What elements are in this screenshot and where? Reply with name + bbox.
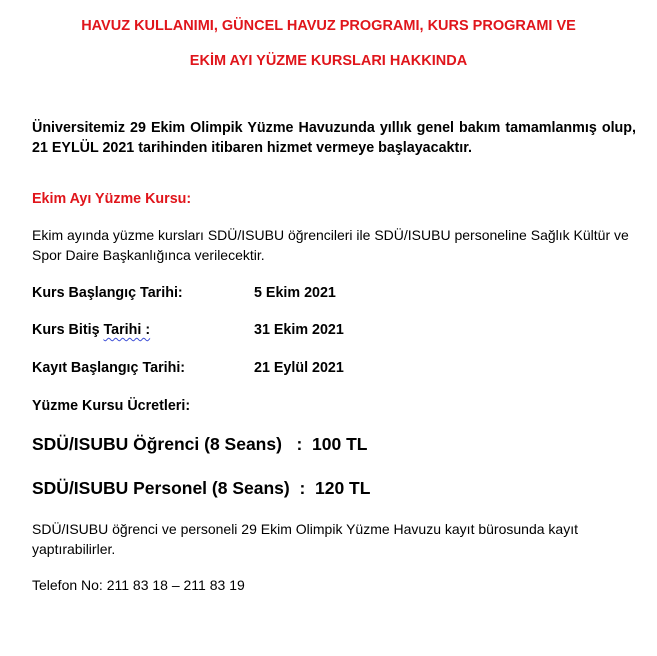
date-value: 5 Ekim 2021 bbox=[254, 285, 336, 301]
date-value: 21 Eylül 2021 bbox=[254, 360, 344, 376]
fees-heading bbox=[32, 398, 632, 418]
phone-number: Telefon No: 211 83 18 – 211 83 19 bbox=[32, 577, 245, 593]
date-label bbox=[32, 322, 150, 338]
date-label: Kurs Başlangıç Tarihi: bbox=[32, 285, 183, 301]
date-label: Kayıt Başlangıç Tarihi: bbox=[32, 360, 186, 376]
course-heading: Ekim Ayı Yüzme Kursu: bbox=[32, 191, 192, 207]
intro-paragraph: Üniversitemiz 29 Ekim Olimpik Yüzme Havuzunda yıllık genel bakım tamamlanmış olup, 21 EYLÜL 2021 tarihinden itibaren hizmet vermeye başlayacaktır. bbox=[32, 120, 636, 156]
date-row-registration-start bbox=[32, 360, 632, 380]
fees-heading-label: Yüzme Kursu Ücretleri: bbox=[32, 398, 191, 414]
registration-note: SDÜ/ISUBU öğrenci ve personeli 29 Ekim Olimpik Yüzme Havuzu kayıt bürosunda kayıt yaptırabilirler. bbox=[32, 521, 578, 557]
date-label-part: Kurs Bitiş bbox=[32, 322, 104, 338]
document-title-line-2: EKİM AYI YÜZME KURSLARI HAKKINDA bbox=[189, 53, 468, 69]
date-row-course-end bbox=[32, 322, 632, 342]
course-description: Ekim ayında yüzme kursları SDÜ/ISUBU öğrencileri ile SDÜ/ISUBU personeline Sağlık Kültür ve Spor Daire Başkanlığınca verilecektir. bbox=[32, 227, 629, 263]
date-value: 31 Ekim 2021 bbox=[254, 322, 344, 338]
fee-student: SDÜ/ISUBU Öğrenci (8 Seans) : 100 TL bbox=[32, 434, 368, 454]
fee-staff: SDÜ/ISUBU Personel (8 Seans) : 120 TL bbox=[32, 478, 371, 498]
spellcheck-flagged-text: Tarihi : bbox=[103, 322, 151, 338]
date-row-course-start bbox=[32, 285, 632, 305]
document-title-line-1: HAVUZ KULLANIMI, GÜNCEL HAVUZ PROGRAMI, KURS PROGRAMI VE bbox=[81, 18, 576, 34]
